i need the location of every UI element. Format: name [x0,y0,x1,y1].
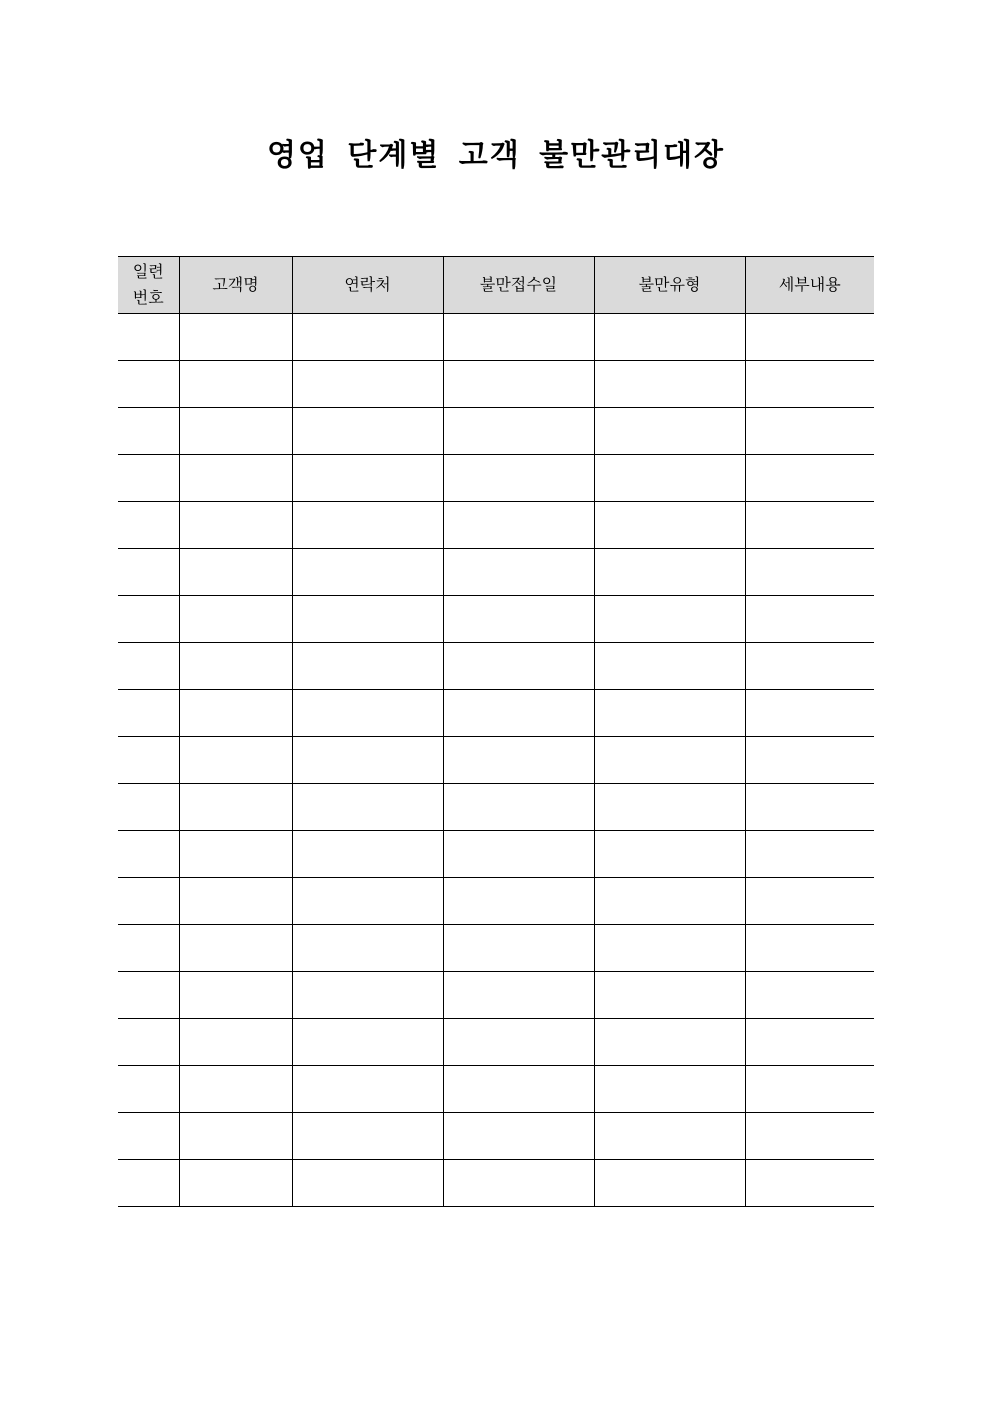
cell-customer-name[interactable] [179,1066,292,1113]
table-row [118,831,874,878]
cell-contact[interactable] [292,784,443,831]
cell-customer-name[interactable] [179,549,292,596]
cell-serial-number[interactable] [118,1113,179,1160]
cell-details[interactable] [745,784,874,831]
cell-complaint-date[interactable] [443,737,594,784]
cell-customer-name[interactable] [179,737,292,784]
cell-complaint-type[interactable] [594,596,745,643]
cell-contact[interactable] [292,549,443,596]
cell-contact[interactable] [292,1160,443,1207]
table-row [118,878,874,925]
cell-complaint-date[interactable] [443,878,594,925]
cell-contact[interactable] [292,690,443,737]
cell-complaint-date[interactable] [443,549,594,596]
cell-customer-name[interactable] [179,925,292,972]
header-customer-name: 고객명 [179,257,292,314]
cell-details[interactable] [745,361,874,408]
table-row [118,314,874,361]
cell-complaint-type[interactable] [594,643,745,690]
cell-contact[interactable] [292,925,443,972]
cell-contact[interactable] [292,596,443,643]
cell-complaint-type[interactable] [594,549,745,596]
cell-complaint-date[interactable] [443,784,594,831]
header-contact: 연락처 [292,257,443,314]
cell-serial-number[interactable] [118,925,179,972]
table-row [118,596,874,643]
table-row [118,690,874,737]
page-title: 영업 단계별 고객 불만관리대장 [266,138,726,173]
cell-serial-number[interactable] [118,831,179,878]
cell-complaint-type[interactable] [594,361,745,408]
cell-complaint-date[interactable] [443,596,594,643]
cell-customer-name[interactable] [179,314,292,361]
cell-complaint-date[interactable] [443,1160,594,1207]
cell-complaint-type[interactable] [594,1160,745,1207]
cell-contact[interactable] [292,737,443,784]
cell-serial-number[interactable] [118,596,179,643]
cell-customer-name[interactable] [179,690,292,737]
table-row [118,502,874,549]
cell-contact[interactable] [292,878,443,925]
table-row [118,549,874,596]
cell-details[interactable] [745,1113,874,1160]
cell-serial-number[interactable] [118,737,179,784]
cell-complaint-date[interactable] [443,1019,594,1066]
table-row [118,643,874,690]
cell-complaint-date[interactable] [443,502,594,549]
cell-complaint-date[interactable] [443,1113,594,1160]
header-details: 세부내용 [745,257,874,314]
cell-details[interactable] [745,925,874,972]
cell-customer-name[interactable] [179,502,292,549]
cell-complaint-type[interactable] [594,502,745,549]
table-row [118,784,874,831]
cell-complaint-type[interactable] [594,1019,745,1066]
cell-customer-name[interactable] [179,1019,292,1066]
cell-contact[interactable] [292,1019,443,1066]
table-row [118,737,874,784]
cell-contact[interactable] [292,361,443,408]
cell-complaint-type[interactable] [594,784,745,831]
cell-serial-number[interactable] [118,1066,179,1113]
cell-complaint-date[interactable] [443,314,594,361]
cell-serial-number[interactable] [118,972,179,1019]
cell-contact[interactable] [292,643,443,690]
cell-details[interactable] [745,1019,874,1066]
cell-complaint-date[interactable] [443,455,594,502]
cell-customer-name[interactable] [179,361,292,408]
table-row [118,972,874,1019]
cell-complaint-date[interactable] [443,1066,594,1113]
cell-customer-name[interactable] [179,784,292,831]
cell-contact[interactable] [292,455,443,502]
cell-complaint-type[interactable] [594,737,745,784]
cell-contact[interactable] [292,1066,443,1113]
cell-serial-number[interactable] [118,690,179,737]
cell-serial-number[interactable] [118,314,179,361]
cell-serial-number[interactable] [118,643,179,690]
table-row [118,925,874,972]
header-serial-number-line2: 번호 [132,288,164,307]
cell-complaint-type[interactable] [594,455,745,502]
header-complaint-type: 불만유형 [594,257,745,314]
cell-complaint-type[interactable] [594,925,745,972]
cell-customer-name[interactable] [179,1113,292,1160]
cell-serial-number[interactable] [118,784,179,831]
cell-details[interactable] [745,1160,874,1207]
cell-serial-number[interactable] [118,1019,179,1066]
cell-complaint-date[interactable] [443,690,594,737]
cell-complaint-type[interactable] [594,972,745,1019]
cell-customer-name[interactable] [179,455,292,502]
cell-customer-name[interactable] [179,643,292,690]
cell-details[interactable] [745,502,874,549]
cell-details[interactable] [745,878,874,925]
table-row [118,361,874,408]
cell-serial-number[interactable] [118,455,179,502]
cell-serial-number[interactable] [118,1160,179,1207]
cell-complaint-date[interactable] [443,925,594,972]
header-complaint-date: 불만접수일 [443,257,594,314]
cell-complaint-type[interactable] [594,831,745,878]
cell-details[interactable] [745,643,874,690]
header-serial-number [118,257,179,314]
cell-complaint-type[interactable] [594,314,745,361]
cell-serial-number[interactable] [118,361,179,408]
cell-contact[interactable] [292,502,443,549]
table-row [118,1160,874,1207]
table-row [118,1113,874,1160]
cell-serial-number[interactable] [118,408,179,455]
complaint-ledger-table [118,256,874,1207]
cell-details[interactable] [745,408,874,455]
cell-details[interactable] [745,549,874,596]
cell-customer-name[interactable] [179,878,292,925]
cell-complaint-type[interactable] [594,408,745,455]
cell-serial-number[interactable] [118,502,179,549]
cell-complaint-date[interactable] [443,972,594,1019]
cell-contact[interactable] [292,831,443,878]
cell-complaint-date[interactable] [443,408,594,455]
cell-details[interactable] [745,972,874,1019]
cell-customer-name[interactable] [179,831,292,878]
cell-details[interactable] [745,831,874,878]
table-row [118,408,874,455]
cell-complaint-type[interactable] [594,690,745,737]
cell-complaint-date[interactable] [443,643,594,690]
cell-contact[interactable] [292,314,443,361]
cell-customer-name[interactable] [179,1160,292,1207]
cell-complaint-date[interactable] [443,361,594,408]
cell-contact[interactable] [292,408,443,455]
header-serial-number-line1: 일련 [132,262,164,281]
cell-details[interactable] [745,737,874,784]
cell-details[interactable] [745,690,874,737]
table-row [118,1019,874,1066]
cell-serial-number[interactable] [118,549,179,596]
table-header-row [118,257,874,314]
cell-details[interactable] [745,455,874,502]
cell-details[interactable] [745,314,874,361]
cell-customer-name[interactable] [179,972,292,1019]
cell-customer-name[interactable] [179,408,292,455]
cell-complaint-date[interactable] [443,831,594,878]
table-row [118,455,874,502]
cell-complaint-type[interactable] [594,878,745,925]
cell-customer-name[interactable] [179,596,292,643]
table-body [118,314,874,1207]
cell-contact[interactable] [292,1113,443,1160]
cell-details[interactable] [745,1066,874,1113]
cell-contact[interactable] [292,972,443,1019]
cell-serial-number[interactable] [118,878,179,925]
cell-details[interactable] [745,596,874,643]
table-row [118,1066,874,1113]
cell-complaint-type[interactable] [594,1066,745,1113]
cell-complaint-type[interactable] [594,1113,745,1160]
